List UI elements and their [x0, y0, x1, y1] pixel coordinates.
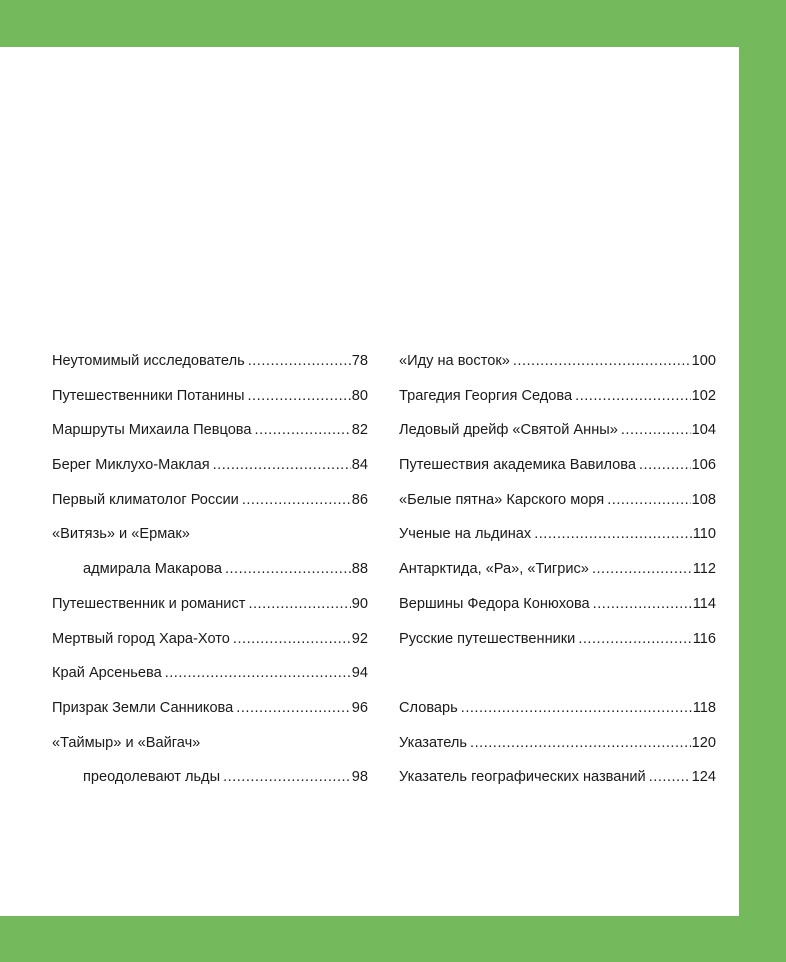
- toc-leader-dots: [255, 413, 351, 448]
- toc-entry-title: Указатель: [399, 734, 468, 751]
- toc-leader-dots: [223, 760, 351, 795]
- toc-entry[interactable]: [399, 587, 716, 622]
- toc-entry-page: 92: [351, 630, 368, 647]
- toc-leader-dots: [242, 483, 351, 518]
- toc-entry[interactable]: [52, 483, 368, 518]
- toc-entry-page: 112: [692, 561, 716, 578]
- toc-entry-title: Путешественники Потанины: [52, 387, 245, 404]
- toc-entry[interactable]: [399, 517, 716, 552]
- toc-entry[interactable]: [52, 656, 368, 691]
- toc-entry-page: 100: [691, 353, 716, 369]
- toc-entry-page: 86: [351, 491, 368, 508]
- toc-entry-continuation[interactable]: [52, 760, 368, 795]
- toc-entry-title: Вершины Федора Конюхова: [399, 595, 590, 612]
- toc-entry-page: 118: [692, 699, 716, 716]
- toc-entry[interactable]: [52, 379, 368, 414]
- toc-entry-page: 96: [351, 699, 368, 716]
- toc-entry-title: «Белые пятна» Карского моря: [399, 491, 605, 508]
- toc-entry-title: Первый климатолог России: [52, 491, 239, 508]
- toc-entry-page: 120: [691, 734, 716, 751]
- toc-column-right: [399, 344, 716, 795]
- toc-entry-first-line[interactable]: [52, 517, 368, 552]
- toc-entry-page: 84: [351, 457, 368, 474]
- toc-entry[interactable]: [52, 691, 368, 726]
- toc-leader-dots: [470, 726, 691, 761]
- toc-entry-page: 98: [351, 769, 368, 786]
- toc-column-left: [52, 344, 368, 795]
- toc-entry[interactable]: [399, 413, 716, 448]
- toc-entry-page: 88: [351, 561, 368, 578]
- toc-entry-title: Антарктида, «Ра», «Тигрис»: [399, 561, 589, 578]
- toc-entry-title: Край Арсеньева: [52, 665, 162, 682]
- toc-entry-title: адмирала Макарова: [83, 561, 222, 578]
- toc-entry-page: 108: [691, 491, 716, 508]
- toc-entry-title: Мертвый город Хара-Хото: [52, 630, 230, 647]
- toc-entry[interactable]: [399, 379, 716, 414]
- toc-entry-title: преодолевают льды: [83, 769, 221, 786]
- toc-entry-title: «Иду на восток»: [399, 353, 510, 369]
- toc-leader-dots: [225, 552, 351, 587]
- toc-entry-title: Словарь: [399, 699, 458, 716]
- toc-entry[interactable]: [52, 413, 368, 448]
- toc-leader-dots: [461, 691, 692, 726]
- toc-entry-title: Маршруты Михаила Певцова: [52, 422, 252, 439]
- toc-leader-dots: [233, 622, 351, 657]
- toc-entry-title: «Витязь» и «Ермак»: [52, 526, 190, 543]
- toc-leader-dots: [534, 517, 692, 552]
- toc-entry-title: Путешествия академика Вавилова: [399, 457, 636, 474]
- toc-leader-dots: [247, 379, 350, 414]
- toc-entry[interactable]: [399, 726, 716, 761]
- toc-leader-dots: [575, 379, 691, 414]
- toc-leader-dots: [607, 483, 690, 518]
- toc-entry-title: Русские путешественники: [399, 630, 576, 647]
- toc-entry-page: 78: [351, 353, 368, 369]
- toc-spacer: [399, 656, 716, 691]
- toc-leader-dots: [213, 448, 351, 483]
- toc-entry[interactable]: [399, 622, 716, 657]
- toc-entry[interactable]: [52, 448, 368, 483]
- toc-entry[interactable]: [52, 622, 368, 657]
- toc-entry[interactable]: [399, 552, 716, 587]
- toc-leader-dots: [649, 760, 691, 795]
- toc-entry-title: Путешественник и романист: [52, 595, 246, 612]
- toc-entry[interactable]: [52, 587, 368, 622]
- toc-entry-title: Указатель географических названий: [399, 769, 646, 786]
- toc-entry[interactable]: [52, 344, 368, 379]
- toc-entry-page: 124: [691, 769, 716, 786]
- toc-entry[interactable]: [399, 760, 716, 795]
- toc-entry-page: 90: [351, 595, 368, 612]
- toc-entry-page: 110: [692, 526, 716, 543]
- toc-entry-page: 104: [691, 422, 716, 439]
- toc-entry-title: Ученые на льдинах: [399, 526, 532, 543]
- toc-leader-dots: [165, 656, 351, 691]
- toc-entry-first-line[interactable]: [52, 726, 368, 761]
- toc-entry[interactable]: [399, 483, 716, 518]
- toc-leader-dots: [593, 587, 692, 622]
- toc-entry[interactable]: [399, 344, 716, 379]
- toc-entry-page: 82: [351, 422, 368, 439]
- toc-entry-title: Трагедия Георгия Седова: [399, 387, 573, 404]
- toc-entry-title: Берег Миклухо-Маклая: [52, 457, 210, 474]
- toc-entry-title: Призрак Земли Санникова: [52, 699, 234, 716]
- toc-entry-page: 94: [351, 665, 368, 682]
- toc-leader-dots: [621, 413, 691, 448]
- toc-leader-dots: [248, 344, 351, 379]
- toc-leader-dots: [639, 448, 691, 483]
- book-page: [0, 47, 739, 916]
- toc-entry-title: Ледовый дрейф «Святой Анны»: [399, 422, 618, 439]
- toc-leader-dots: [578, 622, 691, 657]
- toc-entry-page: 114: [692, 595, 716, 612]
- toc-leader-dots: [513, 344, 691, 379]
- toc-entry-title: «Таймыр» и «Вайгач»: [52, 734, 201, 751]
- toc-entry-page: 116: [692, 630, 716, 647]
- toc-entry-continuation[interactable]: [52, 552, 368, 587]
- toc-entry[interactable]: [399, 691, 716, 726]
- toc-entry-page: 80: [351, 387, 368, 404]
- toc-leader-dots: [236, 691, 350, 726]
- toc-leader-dots: [248, 587, 350, 622]
- toc-entry-title: Неутомимый исследователь: [52, 353, 245, 369]
- toc-leader-dots: [592, 552, 692, 587]
- toc-entry[interactable]: [399, 448, 716, 483]
- toc-entry-page: 106: [691, 457, 716, 474]
- toc-entry-page: 102: [691, 387, 716, 404]
